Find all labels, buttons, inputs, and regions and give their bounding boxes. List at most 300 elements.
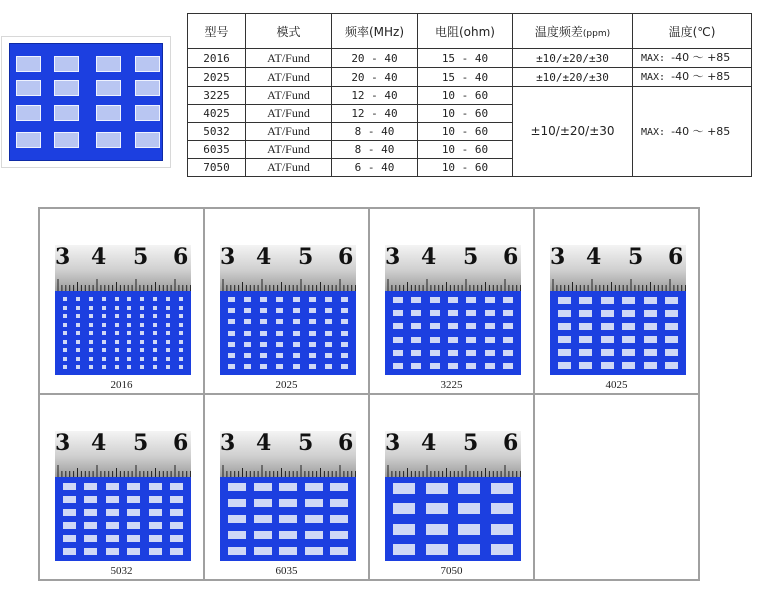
component-chip xyxy=(579,310,592,317)
component-chip xyxy=(102,331,106,335)
ruler-number: 5 xyxy=(133,244,149,270)
component-chip xyxy=(325,297,332,302)
product-thumbnail xyxy=(1,36,171,168)
component-chip xyxy=(393,350,403,356)
component-chip xyxy=(153,357,157,361)
component-chip xyxy=(228,547,246,555)
component-chip xyxy=(330,499,348,507)
component-chip xyxy=(166,323,170,327)
cell-mode: AT/Fund xyxy=(246,68,332,87)
cell-mode: AT/Fund xyxy=(246,123,332,141)
component-chip xyxy=(127,522,140,529)
component-chip xyxy=(228,483,246,491)
component-chip xyxy=(63,340,67,344)
component-chip xyxy=(166,357,170,361)
component-chip xyxy=(179,365,183,369)
component-chip xyxy=(426,544,448,555)
component-chip xyxy=(76,340,80,344)
component-chip xyxy=(305,547,323,555)
component-chip xyxy=(76,365,80,369)
component-chip xyxy=(228,353,235,358)
component-chip xyxy=(276,308,283,313)
component-chip xyxy=(102,340,106,344)
component-chip xyxy=(558,323,571,330)
component-chip xyxy=(665,349,678,356)
thumbnail-chip xyxy=(16,105,41,121)
header-model: 型号 xyxy=(188,14,246,49)
cell-temperature xyxy=(633,68,752,87)
component-board xyxy=(220,477,356,561)
thumbnail-chip xyxy=(135,132,160,148)
ruler-ticks xyxy=(385,279,521,291)
component-chip xyxy=(644,336,657,343)
header-frequency: 频率(MHz) xyxy=(332,14,418,49)
component-chip xyxy=(127,535,140,542)
component-chip xyxy=(127,340,131,344)
temp-prefix: MAX: xyxy=(641,72,666,83)
ruler xyxy=(55,431,191,477)
thumbnail-chip xyxy=(96,105,121,121)
thumbnail-chip xyxy=(135,105,160,121)
photo-cell xyxy=(204,394,369,580)
component-chip xyxy=(411,323,421,329)
component-chip xyxy=(622,323,635,330)
component-chip xyxy=(665,362,678,369)
component-chip xyxy=(276,297,283,302)
component-chip xyxy=(89,357,93,361)
component-chip xyxy=(102,297,106,301)
component-chip xyxy=(279,499,297,507)
component-chip xyxy=(430,363,440,369)
component-chip xyxy=(448,310,458,316)
ruler-number: 6 xyxy=(668,244,684,270)
component-chip xyxy=(393,337,403,343)
component-chip xyxy=(140,297,144,301)
component-chip xyxy=(485,363,495,369)
component-chip xyxy=(503,310,513,316)
cell-mode: AT/Fund xyxy=(246,87,332,105)
component-chip xyxy=(166,331,170,335)
photo-cell xyxy=(369,208,534,394)
component-chip xyxy=(309,297,316,302)
component-chip xyxy=(309,364,316,369)
component-chip xyxy=(127,306,131,310)
component-chip xyxy=(166,340,170,344)
component-chip xyxy=(63,331,67,335)
component-chip xyxy=(149,522,162,529)
component-chip xyxy=(228,364,235,369)
component-chip xyxy=(491,503,513,514)
component-chip xyxy=(153,340,157,344)
component-chip xyxy=(341,297,348,302)
temp-value: -40 ～ +85 xyxy=(671,124,731,138)
thumbnail-chip xyxy=(16,80,41,96)
component-chip xyxy=(426,483,448,494)
component-chip xyxy=(254,499,272,507)
thumbnail-chip xyxy=(96,80,121,96)
component-chip xyxy=(448,350,458,356)
component-chip xyxy=(579,362,592,369)
component-chip xyxy=(622,336,635,343)
component-chip xyxy=(341,364,348,369)
component-chip xyxy=(228,499,246,507)
component-chip xyxy=(89,306,93,310)
header-mode: 模式 xyxy=(246,14,332,49)
component-chip xyxy=(149,548,162,555)
component-chip xyxy=(153,348,157,352)
component-chip xyxy=(115,331,119,335)
component-chip xyxy=(84,535,97,542)
component-chip xyxy=(115,306,119,310)
header-temp-tolerance xyxy=(513,14,633,49)
cell-resistance: 15 - 40 xyxy=(418,68,513,87)
cell-model: 4025 xyxy=(188,105,246,123)
component-chip xyxy=(644,349,657,356)
component-chip xyxy=(244,342,251,347)
component-chip xyxy=(558,362,571,369)
component-chip xyxy=(601,310,614,317)
component-chip xyxy=(325,364,332,369)
component-chip xyxy=(179,331,183,335)
component-chip xyxy=(115,297,119,301)
component-chip xyxy=(76,331,80,335)
component-chip xyxy=(260,331,267,336)
component-chip xyxy=(106,496,119,503)
cell-mode: AT/Fund xyxy=(246,49,332,68)
ruler-ticks xyxy=(55,465,191,477)
component-chip xyxy=(305,499,323,507)
component-chip xyxy=(63,509,76,516)
component-chip xyxy=(325,353,332,358)
component-chip xyxy=(491,524,513,535)
component-board xyxy=(55,291,191,375)
component-chip xyxy=(601,362,614,369)
component-chip xyxy=(558,310,571,317)
component-chip xyxy=(89,340,93,344)
component-chip xyxy=(166,306,170,310)
cell-frequency: 12 - 40 xyxy=(332,105,418,123)
component-chip xyxy=(558,336,571,343)
component-chip xyxy=(448,337,458,343)
component-chip xyxy=(244,308,251,313)
component-chip xyxy=(127,297,131,301)
component-board xyxy=(385,477,521,561)
component-chip xyxy=(601,297,614,304)
component-board xyxy=(550,291,686,375)
component-chip xyxy=(170,522,183,529)
component-chip xyxy=(153,323,157,327)
cell-frequency: 12 - 40 xyxy=(332,87,418,105)
component-chip xyxy=(106,509,119,516)
component-chip xyxy=(276,342,283,347)
temp-prefix: MAX: xyxy=(641,126,666,138)
component-chip xyxy=(102,306,106,310)
component-chip xyxy=(393,503,415,514)
component-chip xyxy=(228,531,246,539)
component-chip xyxy=(102,314,106,318)
component-chip xyxy=(115,365,119,369)
component-chip xyxy=(63,535,76,542)
component-chip xyxy=(458,544,480,555)
component-chip xyxy=(179,297,183,301)
photo-cell xyxy=(534,208,699,394)
component-chip xyxy=(127,496,140,503)
component-chip xyxy=(466,310,476,316)
component-chip xyxy=(558,349,571,356)
cell-model: 6035 xyxy=(188,141,246,159)
component-chip xyxy=(309,308,316,313)
component-chip xyxy=(260,353,267,358)
component-chip xyxy=(84,496,97,503)
component-chip xyxy=(393,310,403,316)
component-chip xyxy=(644,310,657,317)
cell-tolerance: ±10/±20/±30 xyxy=(513,49,633,68)
component-chip xyxy=(426,524,448,535)
component-chip xyxy=(279,515,297,523)
component-chip xyxy=(622,297,635,304)
ruler-ticks xyxy=(385,465,521,477)
component-chip xyxy=(153,314,157,318)
ruler xyxy=(385,431,521,477)
component-chip xyxy=(140,357,144,361)
component-chip xyxy=(179,357,183,361)
photo-label: 2025 xyxy=(275,379,298,391)
component-chip xyxy=(254,531,272,539)
component-chip xyxy=(260,319,267,324)
ruler-number: 4 xyxy=(421,430,437,456)
component-chip xyxy=(63,314,67,318)
component-chip xyxy=(254,547,272,555)
component-chip xyxy=(491,544,513,555)
component-chip xyxy=(127,331,131,335)
thumbnail-board xyxy=(9,43,163,161)
component-chip xyxy=(665,297,678,304)
component-chip xyxy=(430,297,440,303)
component-chip xyxy=(430,350,440,356)
component-chip xyxy=(503,363,513,369)
spec-table xyxy=(187,13,752,177)
component-chip xyxy=(102,348,106,352)
cell-temperature-merged xyxy=(633,87,752,177)
component-chip xyxy=(170,496,183,503)
component-chip xyxy=(63,522,76,529)
component-photo xyxy=(55,245,191,375)
component-chip xyxy=(244,319,251,324)
component-chip xyxy=(166,297,170,301)
ruler-number: 4 xyxy=(256,430,272,456)
ruler xyxy=(220,431,356,477)
photo-label: 2016 xyxy=(110,379,133,391)
ruler-number: 5 xyxy=(628,244,644,270)
component-chip xyxy=(106,522,119,529)
ruler-number: 4 xyxy=(91,244,107,270)
component-chip xyxy=(325,331,332,336)
cell-model: 2025 xyxy=(188,68,246,87)
component-board xyxy=(385,291,521,375)
component-chip xyxy=(309,331,316,336)
component-chip xyxy=(426,503,448,514)
ruler-number: 3 xyxy=(220,430,236,456)
component-chip xyxy=(179,340,183,344)
component-chip xyxy=(115,340,119,344)
component-chip xyxy=(293,353,300,358)
component-chip xyxy=(153,297,157,301)
ruler xyxy=(220,245,356,291)
component-chip xyxy=(341,319,348,324)
cell-resistance: 10 - 60 xyxy=(418,141,513,159)
component-chip xyxy=(153,306,157,310)
ruler-number: 4 xyxy=(586,244,602,270)
component-chip xyxy=(254,483,272,491)
ruler-number: 4 xyxy=(91,430,107,456)
component-chip xyxy=(115,314,119,318)
ruler-number: 5 xyxy=(298,244,314,270)
component-chip xyxy=(149,496,162,503)
ruler-number: 6 xyxy=(338,244,354,270)
ruler-number: 5 xyxy=(463,430,479,456)
component-chip xyxy=(127,548,140,555)
cell-model: 7050 xyxy=(188,159,246,177)
thumbnail-chip xyxy=(16,132,41,148)
component-chip xyxy=(430,310,440,316)
component-chip xyxy=(665,336,678,343)
component-chip xyxy=(179,306,183,310)
component-chip xyxy=(106,548,119,555)
cell-mode: AT/Fund xyxy=(246,141,332,159)
component-chip xyxy=(305,515,323,523)
cell-temperature xyxy=(633,49,752,68)
component-chip xyxy=(244,364,251,369)
ruler-number: 6 xyxy=(503,244,519,270)
ruler-ticks xyxy=(550,279,686,291)
thumbnail-chip xyxy=(54,80,79,96)
component-chip xyxy=(622,310,635,317)
ruler-number: 5 xyxy=(463,244,479,270)
component-chip xyxy=(127,323,131,327)
component-chip xyxy=(485,310,495,316)
component-chip xyxy=(179,314,183,318)
component-chip xyxy=(458,524,480,535)
component-chip xyxy=(89,331,93,335)
photo-cell xyxy=(39,394,204,580)
component-chip xyxy=(503,350,513,356)
component-chip xyxy=(579,349,592,356)
photo-label: 6035 xyxy=(275,565,298,577)
ruler xyxy=(385,245,521,291)
component-chip xyxy=(63,548,76,555)
component-board xyxy=(220,291,356,375)
cell-tolerance: ±10/±20/±30 xyxy=(513,68,633,87)
thumbnail-chip xyxy=(135,80,160,96)
component-chip xyxy=(448,323,458,329)
component-chip xyxy=(293,331,300,336)
component-chip xyxy=(622,362,635,369)
component-chip xyxy=(276,319,283,324)
component-chip xyxy=(466,337,476,343)
ruler-number: 3 xyxy=(55,244,71,270)
photo-grid xyxy=(38,207,700,581)
component-chip xyxy=(127,314,131,318)
component-chip xyxy=(179,348,183,352)
component-chip xyxy=(601,336,614,343)
component-chip xyxy=(448,363,458,369)
component-chip xyxy=(89,348,93,352)
component-chip xyxy=(485,323,495,329)
photo-label: 4025 xyxy=(605,379,628,391)
component-chip xyxy=(341,353,348,358)
component-chip xyxy=(63,496,76,503)
component-chip xyxy=(622,349,635,356)
ruler-number: 6 xyxy=(338,430,354,456)
component-chip xyxy=(166,365,170,369)
component-chip xyxy=(293,364,300,369)
component-chip xyxy=(293,297,300,302)
component-chip xyxy=(260,308,267,313)
component-chip xyxy=(89,297,93,301)
component-chip xyxy=(254,515,272,523)
ruler-number: 6 xyxy=(173,244,189,270)
photo-cell xyxy=(39,208,204,394)
ruler-number: 6 xyxy=(503,430,519,456)
component-chip xyxy=(393,524,415,535)
cell-frequency: 20 - 40 xyxy=(332,49,418,68)
table-row xyxy=(188,49,752,68)
ruler-ticks xyxy=(220,279,356,291)
component-chip xyxy=(106,483,119,490)
component-chip xyxy=(579,297,592,304)
component-chip xyxy=(260,342,267,347)
header-resistance: 电阻(ohm) xyxy=(418,14,513,49)
component-chip xyxy=(579,336,592,343)
component-chip xyxy=(140,331,144,335)
component-chip xyxy=(76,306,80,310)
component-chip xyxy=(102,323,106,327)
component-chip xyxy=(76,297,80,301)
table-row xyxy=(188,87,752,105)
ruler-number: 3 xyxy=(55,430,71,456)
component-chip xyxy=(127,357,131,361)
cell-model: 3225 xyxy=(188,87,246,105)
component-chip xyxy=(458,483,480,494)
component-chip xyxy=(330,547,348,555)
component-chip xyxy=(127,365,131,369)
component-chip xyxy=(393,363,403,369)
component-chip xyxy=(153,331,157,335)
photo-label: 3225 xyxy=(440,379,463,391)
spec-header-row xyxy=(188,14,752,49)
temp-prefix: MAX: xyxy=(641,53,666,64)
ruler-number: 3 xyxy=(550,244,566,270)
component-chip xyxy=(601,323,614,330)
component-chip xyxy=(89,323,93,327)
cell-frequency: 20 - 40 xyxy=(332,68,418,87)
component-chip xyxy=(279,547,297,555)
component-chip xyxy=(228,297,235,302)
component-chip xyxy=(325,308,332,313)
component-photo xyxy=(385,245,521,375)
photo-label: 5032 xyxy=(110,565,133,577)
component-chip xyxy=(244,353,251,358)
component-chip xyxy=(279,531,297,539)
component-chip xyxy=(140,365,144,369)
component-chip xyxy=(393,297,403,303)
component-chip xyxy=(330,531,348,539)
component-chip xyxy=(76,348,80,352)
component-chip xyxy=(244,297,251,302)
component-chip xyxy=(89,365,93,369)
component-chip xyxy=(393,544,415,555)
component-chip xyxy=(63,323,67,327)
